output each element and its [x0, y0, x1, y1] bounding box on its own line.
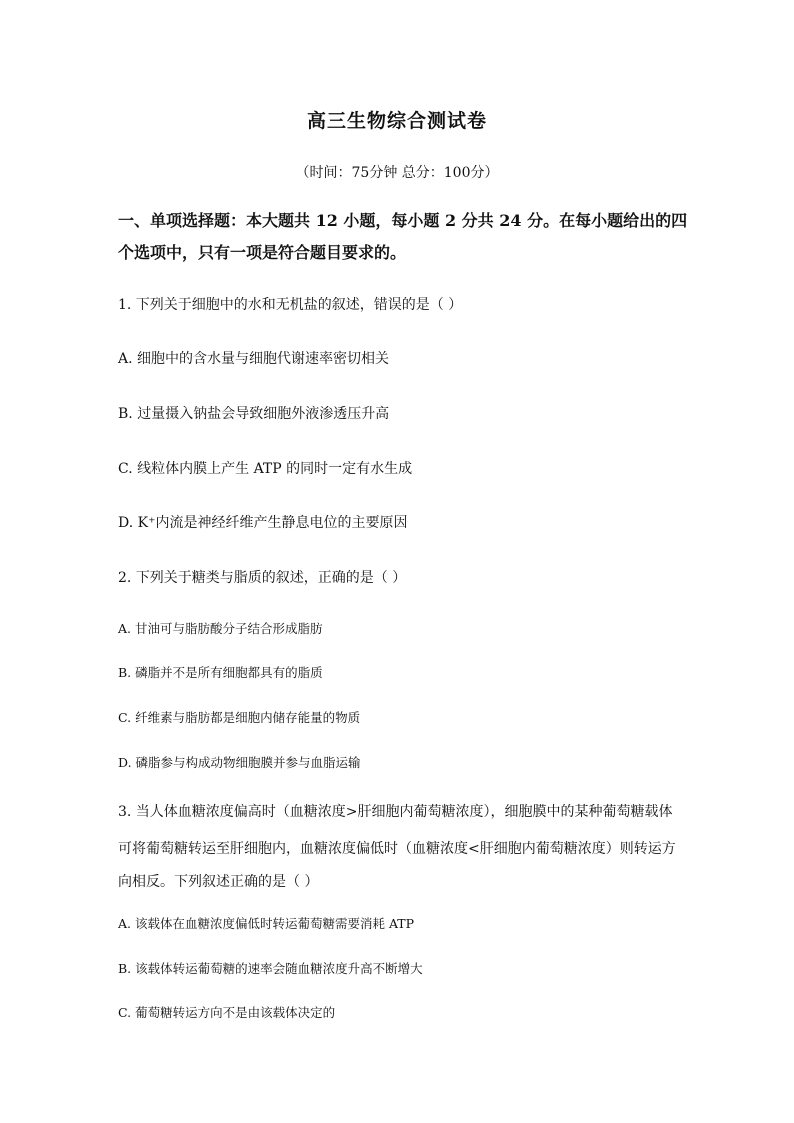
question-3-option-c: C. 葡萄糖转运方向不是由该载体决定的: [118, 1005, 336, 1020]
question-3-stem-line-1: 3. 当人体血糖浓度偏高时（血糖浓度>肝细胞内葡萄糖浓度），细胞膜中的某种葡萄糖载体: [118, 804, 673, 820]
section-heading: [118, 205, 698, 269]
question-3-stem-line-3: 向相反。下列叙述正确的是（ ）: [118, 874, 319, 890]
question-3-option-b: B. 该载体转运葡萄糖的速率会随血糖浓度升高不断增大: [118, 961, 423, 976]
section-heading-line-1: 一、单项选择题：本大题共 12 小题，每小题 2 分共 24 分。在每小题给出的四: [118, 211, 688, 230]
question-2-option-b: B. 磷脂并不是所有细胞都具有的脂质: [118, 665, 323, 680]
exam-info: （时间：75分钟 总分：100分）: [295, 165, 499, 181]
question-2-option-a: A. 甘油可与脂肪酸分子结合形成脂肪: [118, 621, 323, 636]
question-3-option-a: A. 该载体在血糖浓度偏低时转运葡萄糖需要消耗 ATP: [118, 916, 415, 931]
question-1-option-c: C. 线粒体内膜上产生 ATP 的同时一定有水生成: [118, 461, 413, 477]
question-2-option-c: C. 纤维素与脂肪都是细胞内储存能量的物质: [118, 710, 361, 725]
section-heading-line-2: 个选项中，只有一项是符合题目要求的。: [118, 243, 407, 262]
question-3-stem-line-2: 可将葡萄糖转运至肝细胞内，血糖浓度偏低时（血糖浓度<肝细胞内葡萄糖浓度）则转运方: [118, 841, 676, 857]
page-title: 高三生物综合测试卷: [306, 110, 487, 132]
question-2-stem: 2. 下列关于糖类与脂质的叙述，正确的是（ ）: [118, 570, 407, 586]
question-1-option-a: A. 细胞中的含水量与细胞代谢速率密切相关: [118, 351, 390, 367]
question-1-option-b: B. 过量摄入钠盐会导致细胞外液渗透压升高: [118, 406, 390, 422]
question-1-option-d: D. K⁺内流是神经纤维产生静息电位的主要原因: [118, 515, 408, 531]
question-1-stem: 1. 下列关于细胞中的水和无机盐的叙述，错误的是（ ）: [118, 297, 463, 313]
question-2-option-d: D. 磷脂参与构成动物细胞膜并参与血脂运输: [118, 755, 361, 770]
